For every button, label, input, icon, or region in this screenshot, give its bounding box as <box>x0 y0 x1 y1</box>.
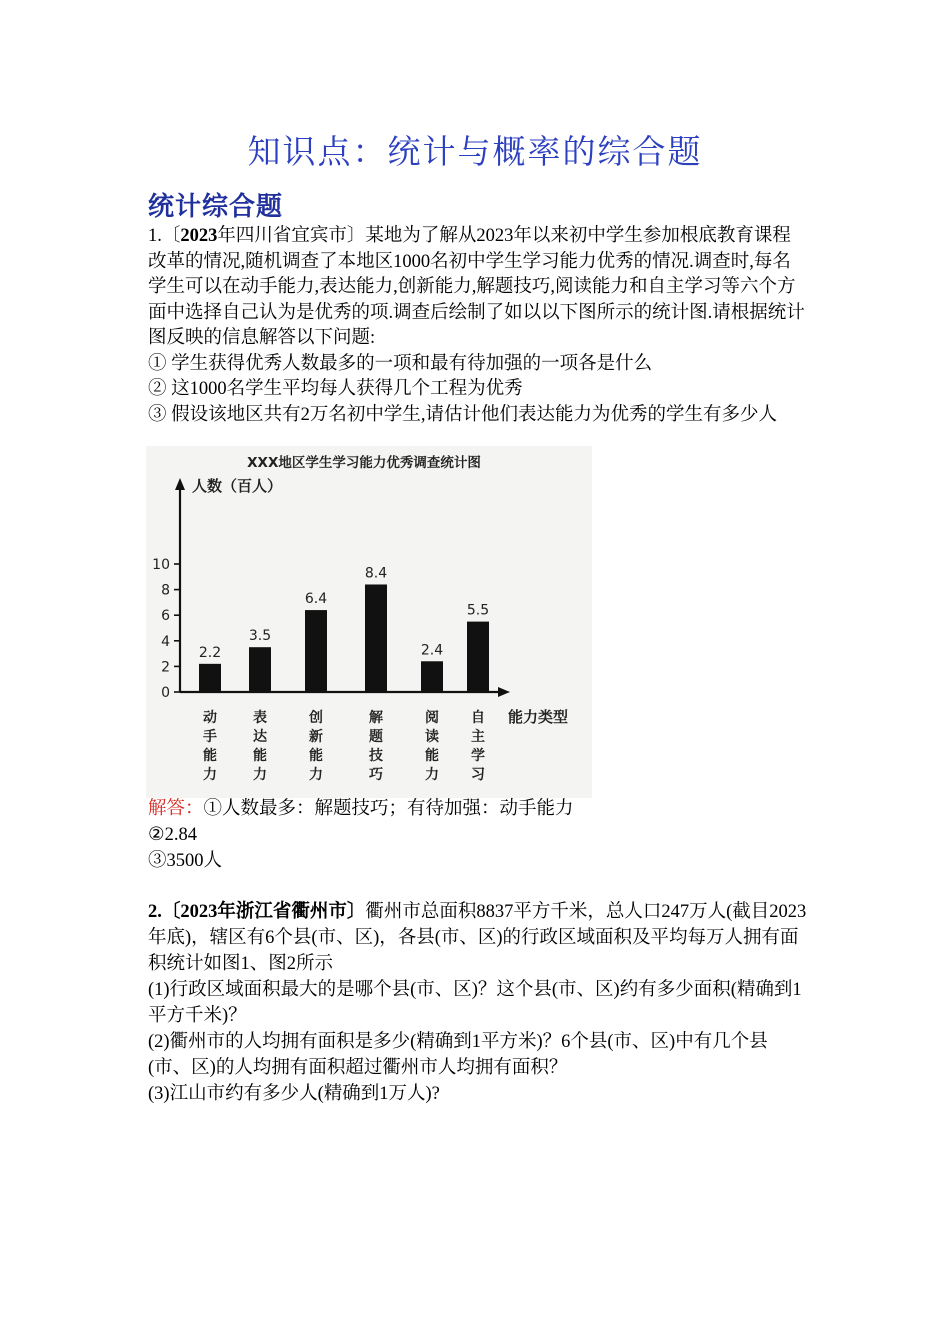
y-tick-label: 4 <box>161 633 170 650</box>
category-label-char: 达 <box>253 729 267 745</box>
question-1-sub-3: ③ 假设该地区共有2万名初中学生,请估计他们表达能力为优秀的学生有多少人 <box>148 404 778 425</box>
answer-2: ②2.84 <box>148 825 197 845</box>
chart-title: XXX地区学生学习能力优秀调查统计图 <box>247 455 481 471</box>
question-2-heading: 2.〔2023年浙江省衢州市〕 <box>148 902 366 922</box>
bar <box>467 622 489 692</box>
category-label-char: 题 <box>369 729 383 745</box>
bar <box>305 610 327 692</box>
bar-chart <box>146 446 592 798</box>
question-2-part-2: (2)衢州市的人均拥有面积是多少(精确到1平方米)？6个县(市、区)中有几个县(市、区)的人均拥有面积超过衢州市人均拥有面积？ <box>148 1032 768 1078</box>
category-label-char: 技 <box>369 748 383 764</box>
category-label-char: 力 <box>425 767 439 783</box>
section-heading: 统计综合题 <box>148 192 284 222</box>
category-label-char: 主 <box>471 729 485 745</box>
category-label-char: 解 <box>369 710 383 726</box>
category-label-char: 能 <box>203 748 217 764</box>
y-tick-label: 2 <box>161 659 170 676</box>
page-title: 知识点：统计与概率的综合题 <box>247 135 703 171</box>
question-1-text: 年四川省宜宾市〕某地为了解从2023年以来初中学生参加根底教育课程改革的情况,随机调查了本地区1000名初中学生学习能力优秀的情况.调查时,每名学生可以在动手能力,表达能力,创新能力,解题技巧,阅读能力和自主学习等六个方面中选择自己认为是优秀的项.调查后绘制了如以以下图所示的统计图.请根据统计图反映的信息解答以下问题: <box>148 226 805 348</box>
question-1-stem <box>148 224 808 352</box>
bar <box>365 584 387 692</box>
question-2-part-1: (1)行政区域面积最大的是哪个县(市、区)？这个县(市、区)约有多少面积(精确到1平方千米)？ <box>148 980 802 1026</box>
category-label-char: 力 <box>309 767 323 783</box>
category-label-char: 习 <box>471 767 485 783</box>
answers <box>148 796 574 874</box>
category-label-char: 力 <box>203 767 217 783</box>
question-1-source-year: 2023 <box>180 226 218 246</box>
y-tick-label: 0 <box>161 685 170 701</box>
category-label-char: 阅 <box>425 710 439 726</box>
question-2 <box>148 899 808 1107</box>
answer-line-1 <box>148 796 574 822</box>
category-label-char: 手 <box>203 729 217 745</box>
answer-1: ①人数最多：解题技巧；有待加强：动手能力 <box>203 799 574 819</box>
category-label-char: 动 <box>203 710 217 726</box>
bar <box>421 661 443 692</box>
category-label-char: 能 <box>309 748 323 764</box>
answer-label: 解答： <box>148 799 204 819</box>
bar-value-label: 3.5 <box>248 628 272 645</box>
category-label-char: 读 <box>425 729 439 745</box>
question-2-stem <box>148 899 808 977</box>
bar-value-label: 5.5 <box>466 602 490 619</box>
question-1-sub-1: ① 学生获得优秀人数最多的一项和最有待加强的一项各是什么 <box>148 353 653 374</box>
category-label-char: 能 <box>425 748 439 764</box>
category-label-char: 新 <box>309 729 323 745</box>
question-2-intro: 衢州市总面积8837平方千米，总人口247万人(截目2023年底)，辖区有6个县(市、区)，各县(市、区)的行政区域面积及平均每万人拥有面积统计如图1、图2所示 <box>148 902 807 974</box>
bar-chart-svg <box>146 446 592 798</box>
category-label-char: 学 <box>471 748 485 764</box>
answer-3: ③3500人 <box>148 851 223 871</box>
question-1-number: 1.〔 <box>148 226 181 246</box>
chart-marks <box>152 478 510 783</box>
bar-value-label: 6.4 <box>304 591 328 608</box>
category-label-char: 表 <box>253 710 267 726</box>
y-axis-arrow-icon <box>175 478 185 490</box>
bar <box>199 664 221 692</box>
category-label-char: 自 <box>471 710 485 726</box>
y-tick-label: 10 <box>152 557 170 573</box>
question-1 <box>148 224 808 428</box>
x-axis-arrow-icon <box>498 687 510 697</box>
question-1-sub-2: ② 这1000名学生平均每人获得几个工程为优秀 <box>148 379 523 399</box>
bar-value-label: 2.2 <box>198 644 222 661</box>
bar <box>249 647 271 692</box>
y-tick-label: 8 <box>161 582 170 599</box>
bar-value-label: 8.4 <box>364 565 388 582</box>
question-2-part-3: (3)江山市约有多少人(精确到1万人)? <box>148 1084 440 1104</box>
bar-value-label: 2.4 <box>420 642 444 659</box>
category-label-char: 巧 <box>369 767 383 783</box>
chart-y-axis-label: 人数（百人） <box>192 477 283 495</box>
chart-x-axis-label: 能力类型 <box>508 708 569 726</box>
category-label-char: 力 <box>253 767 267 783</box>
category-label-char: 创 <box>309 710 323 726</box>
category-label-char: 能 <box>253 748 267 764</box>
y-tick-label: 6 <box>161 608 170 625</box>
